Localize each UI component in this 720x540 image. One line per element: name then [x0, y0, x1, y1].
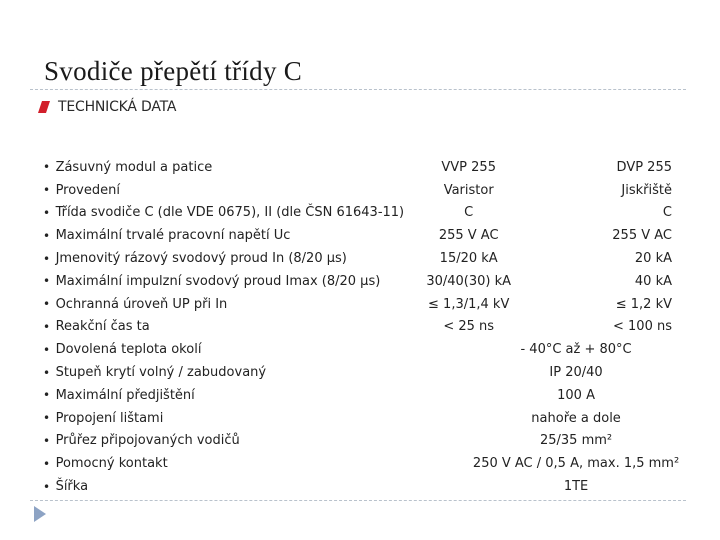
table-row	[38, 338, 688, 361]
row-param: Reakční čas ta	[55, 319, 150, 335]
table-row	[38, 293, 688, 316]
row-value-vvp: 255 V AC	[438, 228, 499, 244]
bullet-icon: •	[43, 228, 51, 243]
table-row	[38, 452, 688, 475]
row-value-shared: - 40°C až + 80°C	[520, 342, 632, 358]
row-value-shared: 1TE	[563, 479, 589, 495]
row-value-shared: 250 V AC / 0,5 A, max. 1,5 mm²	[472, 456, 680, 472]
row-param: Propojení lištami	[55, 410, 164, 426]
table-row	[38, 407, 688, 430]
row-value-vvp: 30/40(30) kA	[426, 273, 512, 289]
row-param: Dovolená teplota okolí	[55, 342, 202, 358]
header-product-vvp: VVP 255	[441, 159, 496, 175]
table-row	[38, 224, 688, 247]
row-value-shared: 100 A	[557, 387, 595, 403]
spec-table	[38, 156, 688, 498]
slide-title: Svodiče přepětí třídy C	[44, 56, 303, 86]
row-value-vvp: ≤ 1,3/1,4 kV	[428, 296, 510, 312]
table-header-row	[38, 156, 688, 179]
row-value-dvp: Jiskřiště	[621, 182, 672, 198]
bullet-icon: •	[43, 411, 51, 426]
row-value-dvp: < 100 ns	[613, 319, 672, 335]
row-value-vvp: Varistor	[443, 182, 494, 198]
bullet-icon: •	[43, 205, 51, 220]
section-label: TECHNICKÁ DATA	[58, 99, 177, 115]
row-param: Pomocný kontakt	[55, 456, 168, 472]
table-row	[38, 316, 688, 339]
row-value-dvp: C	[662, 205, 672, 221]
spec-table-body	[38, 156, 688, 498]
header-param: Zásuvný modul a patice	[55, 159, 213, 175]
row-param: Ochranná úroveň UP při In	[55, 296, 228, 312]
table-row	[38, 247, 688, 270]
bottom-divider	[30, 500, 686, 501]
bullet-icon: •	[43, 319, 51, 334]
row-value-vvp: 15/20 kA	[439, 251, 498, 267]
nav-arrow-icon[interactable]	[34, 506, 46, 522]
bullet-icon: •	[43, 433, 51, 448]
bullet-icon: •	[43, 456, 51, 471]
row-param: Maximální impulzní svodový proud Imax (8/20 µs)	[55, 273, 381, 289]
row-param: Stupeň krytí volný / zabudovaný	[55, 365, 267, 381]
table-row	[38, 179, 688, 202]
table-row	[38, 384, 688, 407]
row-param: Maximální předjištění	[55, 387, 195, 403]
row-value-vvp: C	[464, 205, 474, 221]
bullet-icon: •	[43, 388, 51, 403]
section-header	[38, 99, 176, 115]
bullet-icon: •	[43, 274, 51, 289]
row-param: Průřez připojovaných vodičů	[55, 433, 240, 449]
bullet-icon: •	[43, 365, 51, 380]
title-divider	[30, 89, 686, 90]
table-row	[38, 270, 688, 293]
row-value-vvp: < 25 ns	[443, 319, 495, 335]
row-param: Provedení	[55, 182, 120, 198]
bullet-icon: •	[43, 297, 51, 312]
table-row	[38, 202, 688, 225]
row-param: Třída svodiče C (dle VDE 0675), II (dle ČSN 61643-11)	[55, 205, 405, 221]
bullet-icon: •	[43, 479, 51, 494]
row-param: Maximální trvalé pracovní napětí Uc	[55, 228, 291, 244]
bullet-icon: •	[43, 160, 51, 175]
row-param: Jmenovitý rázový svodový proud In (8/20 µs)	[55, 251, 347, 267]
row-value-dvp: 40 kA	[634, 273, 672, 289]
bullet-icon: •	[43, 183, 51, 198]
header-product-dvp: DVP 255	[616, 159, 672, 175]
row-param: Šířka	[55, 479, 89, 495]
slash-logo-icon	[38, 101, 50, 113]
table-row	[38, 430, 688, 453]
row-value-shared: IP 20/40	[549, 365, 603, 381]
bullet-icon: •	[43, 342, 51, 357]
table-row	[38, 475, 688, 498]
row-value-shared: 25/35 mm²	[539, 433, 613, 449]
row-value-dvp: ≤ 1,2 kV	[615, 296, 672, 312]
row-value-dvp: 20 kA	[634, 251, 672, 267]
table-row	[38, 361, 688, 384]
row-value-shared: nahoře a dole	[531, 410, 621, 426]
bullet-icon: •	[43, 251, 51, 266]
row-value-dvp: 255 V AC	[612, 228, 672, 244]
